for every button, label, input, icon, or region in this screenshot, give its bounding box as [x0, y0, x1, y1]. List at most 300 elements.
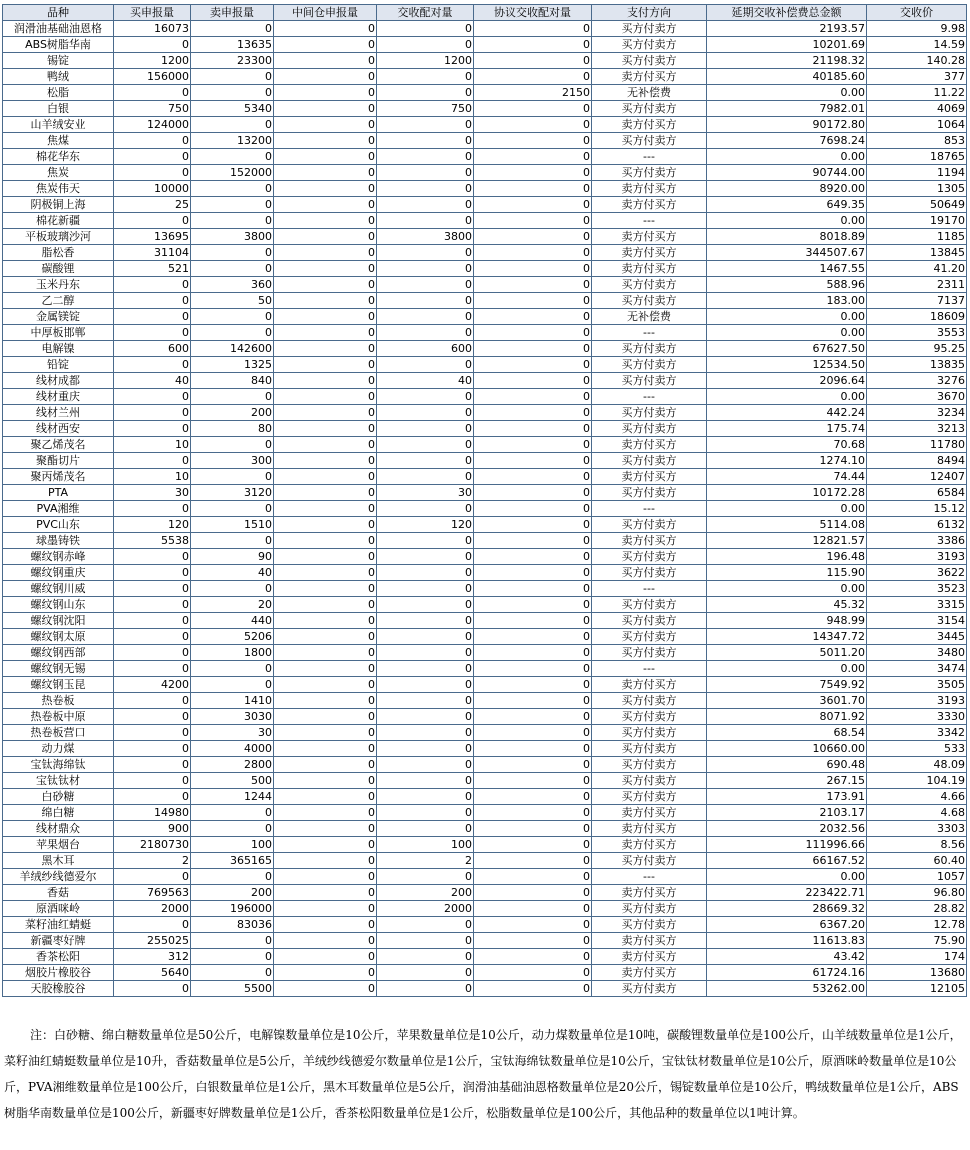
- cell-buy-qty: 900: [114, 821, 191, 837]
- cell-middle-qty: 0: [274, 229, 377, 245]
- cell-delivery-price: 18609: [867, 309, 967, 325]
- cell-product: 菜籽油红蜻蜓: [3, 917, 114, 933]
- cell-product: 香茶松阳: [3, 949, 114, 965]
- cell-matched-qty: 0: [377, 261, 474, 277]
- cell-delivery-price: 140.28: [867, 53, 967, 69]
- cell-buy-qty: 0: [114, 293, 191, 309]
- cell-agreement-qty: 0: [474, 757, 592, 773]
- cell-agreement-qty: 0: [474, 917, 592, 933]
- cell-middle-qty: 0: [274, 53, 377, 69]
- cell-matched-qty: 0: [377, 197, 474, 213]
- cell-compensation-total: 2096.64: [707, 373, 867, 389]
- cell-buy-qty: 4200: [114, 677, 191, 693]
- table-row: [3, 149, 967, 165]
- cell-buy-qty: 31104: [114, 245, 191, 261]
- cell-compensation-total: 14347.72: [707, 629, 867, 645]
- cell-delivery-price: 3474: [867, 661, 967, 677]
- cell-middle-qty: 0: [274, 693, 377, 709]
- cell-compensation-total: 2193.57: [707, 21, 867, 37]
- cell-matched-qty: 0: [377, 245, 474, 261]
- cell-payment-direction: 卖方付买方: [592, 197, 707, 213]
- cell-middle-qty: 0: [274, 581, 377, 597]
- cell-sell-qty: 142600: [191, 341, 274, 357]
- table-row: [3, 805, 967, 821]
- cell-agreement-qty: 0: [474, 933, 592, 949]
- cell-agreement-qty: 0: [474, 357, 592, 373]
- cell-sell-qty: 0: [191, 325, 274, 341]
- cell-compensation-total: 70.68: [707, 437, 867, 453]
- cell-compensation-total: 67627.50: [707, 341, 867, 357]
- cell-buy-qty: 0: [114, 597, 191, 613]
- cell-product: 螺纹钢玉昆: [3, 677, 114, 693]
- table-row: [3, 133, 967, 149]
- cell-middle-qty: 0: [274, 453, 377, 469]
- cell-product: 天胶橡胶谷: [3, 981, 114, 997]
- cell-product: 聚酯切片: [3, 453, 114, 469]
- cell-payment-direction: 买方付卖方: [592, 357, 707, 373]
- cell-product: 阴极铜上海: [3, 197, 114, 213]
- cell-buy-qty: 0: [114, 773, 191, 789]
- cell-matched-qty: 0: [377, 309, 474, 325]
- cell-delivery-price: 1305: [867, 181, 967, 197]
- cell-sell-qty: 90: [191, 549, 274, 565]
- cell-product: 电解镍: [3, 341, 114, 357]
- cell-payment-direction: 无补偿费: [592, 309, 707, 325]
- cell-sell-qty: 100: [191, 837, 274, 853]
- cell-product: 焦炭: [3, 165, 114, 181]
- cell-payment-direction: ---: [592, 661, 707, 677]
- cell-matched-qty: 600: [377, 341, 474, 357]
- cell-matched-qty: 0: [377, 437, 474, 453]
- cell-delivery-price: 3553: [867, 325, 967, 341]
- cell-matched-qty: 0: [377, 453, 474, 469]
- cell-middle-qty: 0: [274, 261, 377, 277]
- cell-sell-qty: 0: [191, 933, 274, 949]
- cell-product: 烟胶片橡胶谷: [3, 965, 114, 981]
- cell-payment-direction: 买方付卖方: [592, 53, 707, 69]
- cell-agreement-qty: 0: [474, 53, 592, 69]
- cell-agreement-qty: 0: [474, 949, 592, 965]
- column-header: 支付方向: [592, 5, 707, 21]
- cell-buy-qty: 312: [114, 949, 191, 965]
- cell-compensation-total: 196.48: [707, 549, 867, 565]
- cell-middle-qty: 0: [274, 293, 377, 309]
- cell-sell-qty: 0: [191, 21, 274, 37]
- cell-payment-direction: 买方付卖方: [592, 853, 707, 869]
- delivery-table: [2, 4, 967, 997]
- cell-matched-qty: 0: [377, 293, 474, 309]
- cell-buy-qty: 0: [114, 213, 191, 229]
- table-row: [3, 725, 967, 741]
- cell-sell-qty: 2800: [191, 757, 274, 773]
- cell-middle-qty: 0: [274, 437, 377, 453]
- cell-delivery-price: 12105: [867, 981, 967, 997]
- column-header: 延期交收补偿费总金额: [707, 5, 867, 21]
- cell-sell-qty: 40: [191, 565, 274, 581]
- table-row: [3, 501, 967, 517]
- column-header: 卖申报量: [191, 5, 274, 21]
- cell-compensation-total: 12534.50: [707, 357, 867, 373]
- cell-delivery-price: 96.80: [867, 885, 967, 901]
- cell-compensation-total: 6367.20: [707, 917, 867, 933]
- cell-delivery-price: 533: [867, 741, 967, 757]
- cell-delivery-price: 60.40: [867, 853, 967, 869]
- cell-product: 焦炭伟天: [3, 181, 114, 197]
- cell-compensation-total: 0.00: [707, 661, 867, 677]
- cell-buy-qty: 0: [114, 421, 191, 437]
- cell-buy-qty: 0: [114, 549, 191, 565]
- cell-matched-qty: 0: [377, 533, 474, 549]
- cell-product: 聚丙烯茂名: [3, 469, 114, 485]
- cell-sell-qty: 4000: [191, 741, 274, 757]
- table-row: [3, 917, 967, 933]
- cell-middle-qty: 0: [274, 917, 377, 933]
- cell-sell-qty: 0: [191, 261, 274, 277]
- cell-product: 聚乙烯茂名: [3, 437, 114, 453]
- cell-payment-direction: 卖方付买方: [592, 837, 707, 853]
- cell-buy-qty: 124000: [114, 117, 191, 133]
- cell-delivery-price: 95.25: [867, 341, 967, 357]
- cell-delivery-price: 3193: [867, 549, 967, 565]
- cell-product: 玉米丹东: [3, 277, 114, 293]
- cell-payment-direction: 卖方付买方: [592, 965, 707, 981]
- cell-agreement-qty: 0: [474, 437, 592, 453]
- cell-buy-qty: 5640: [114, 965, 191, 981]
- cell-middle-qty: 0: [274, 133, 377, 149]
- table-row: [3, 357, 967, 373]
- cell-compensation-total: 0.00: [707, 213, 867, 229]
- cell-middle-qty: 0: [274, 357, 377, 373]
- table-row: [3, 517, 967, 533]
- cell-compensation-total: 2032.56: [707, 821, 867, 837]
- cell-buy-qty: 13695: [114, 229, 191, 245]
- cell-delivery-price: 4069: [867, 101, 967, 117]
- cell-compensation-total: 68.54: [707, 725, 867, 741]
- cell-buy-qty: 120: [114, 517, 191, 533]
- cell-product: 乙二醇: [3, 293, 114, 309]
- cell-product: 脂松香: [3, 245, 114, 261]
- cell-delivery-price: 8.56: [867, 837, 967, 853]
- cell-sell-qty: 365165: [191, 853, 274, 869]
- cell-product: 金属镁锭: [3, 309, 114, 325]
- cell-sell-qty: 0: [191, 117, 274, 133]
- cell-buy-qty: 0: [114, 501, 191, 517]
- cell-delivery-price: 13680: [867, 965, 967, 981]
- cell-buy-qty: 0: [114, 981, 191, 997]
- cell-matched-qty: 0: [377, 805, 474, 821]
- cell-delivery-price: 75.90: [867, 933, 967, 949]
- cell-buy-qty: 0: [114, 645, 191, 661]
- cell-delivery-price: 3670: [867, 389, 967, 405]
- cell-buy-qty: 16073: [114, 21, 191, 37]
- cell-delivery-price: 48.09: [867, 757, 967, 773]
- cell-sell-qty: 200: [191, 885, 274, 901]
- cell-payment-direction: 买方付卖方: [592, 693, 707, 709]
- table-row: [3, 549, 967, 565]
- cell-sell-qty: 1800: [191, 645, 274, 661]
- cell-agreement-qty: 0: [474, 693, 592, 709]
- cell-matched-qty: 0: [377, 405, 474, 421]
- cell-matched-qty: 0: [377, 277, 474, 293]
- cell-sell-qty: 0: [191, 533, 274, 549]
- cell-matched-qty: 0: [377, 661, 474, 677]
- cell-sell-qty: 500: [191, 773, 274, 789]
- cell-sell-qty: 840: [191, 373, 274, 389]
- cell-middle-qty: 0: [274, 949, 377, 965]
- cell-sell-qty: 13200: [191, 133, 274, 149]
- cell-payment-direction: 买方付卖方: [592, 485, 707, 501]
- cell-middle-qty: 0: [274, 805, 377, 821]
- cell-payment-direction: 买方付卖方: [592, 629, 707, 645]
- table-row: [3, 373, 967, 389]
- table-row: [3, 533, 967, 549]
- cell-agreement-qty: 0: [474, 21, 592, 37]
- cell-buy-qty: 0: [114, 661, 191, 677]
- cell-compensation-total: 588.96: [707, 277, 867, 293]
- table-row: [3, 69, 967, 85]
- cell-matched-qty: 0: [377, 213, 474, 229]
- cell-delivery-price: 3386: [867, 533, 967, 549]
- cell-compensation-total: 0.00: [707, 85, 867, 101]
- cell-product: 螺纹钢沈阳: [3, 613, 114, 629]
- cell-sell-qty: 0: [191, 389, 274, 405]
- cell-product: 棉花华东: [3, 149, 114, 165]
- cell-sell-qty: 200: [191, 405, 274, 421]
- cell-product: PVA湘维: [3, 501, 114, 517]
- cell-sell-qty: 30: [191, 725, 274, 741]
- column-header: 中间仓申报量: [274, 5, 377, 21]
- cell-compensation-total: 5114.08: [707, 517, 867, 533]
- cell-agreement-qty: 0: [474, 213, 592, 229]
- table-row: [3, 437, 967, 453]
- cell-delivery-price: 174: [867, 949, 967, 965]
- cell-compensation-total: 45.32: [707, 597, 867, 613]
- table-row: [3, 309, 967, 325]
- cell-payment-direction: 买方付卖方: [592, 293, 707, 309]
- cell-middle-qty: 0: [274, 421, 377, 437]
- cell-compensation-total: 66167.52: [707, 853, 867, 869]
- cell-compensation-total: 11613.83: [707, 933, 867, 949]
- cell-sell-qty: 0: [191, 181, 274, 197]
- cell-middle-qty: 0: [274, 341, 377, 357]
- cell-agreement-qty: 0: [474, 565, 592, 581]
- cell-middle-qty: 0: [274, 629, 377, 645]
- cell-delivery-price: 1185: [867, 229, 967, 245]
- cell-product: 宝钛海绵钛: [3, 757, 114, 773]
- cell-payment-direction: 买方付卖方: [592, 901, 707, 917]
- table-row: [3, 165, 967, 181]
- cell-compensation-total: 5011.20: [707, 645, 867, 661]
- cell-agreement-qty: 0: [474, 69, 592, 85]
- cell-payment-direction: 买方付卖方: [592, 133, 707, 149]
- cell-payment-direction: 卖方付买方: [592, 245, 707, 261]
- cell-payment-direction: 卖方付买方: [592, 181, 707, 197]
- cell-product: 热卷板中原: [3, 709, 114, 725]
- table-row: [3, 613, 967, 629]
- cell-middle-qty: 0: [274, 517, 377, 533]
- cell-middle-qty: 0: [274, 981, 377, 997]
- cell-product: 中厚板邯郸: [3, 325, 114, 341]
- cell-compensation-total: 40185.60: [707, 69, 867, 85]
- cell-middle-qty: 0: [274, 85, 377, 101]
- cell-sell-qty: 0: [191, 581, 274, 597]
- table-row: [3, 389, 967, 405]
- cell-payment-direction: 买方付卖方: [592, 21, 707, 37]
- cell-middle-qty: 0: [274, 501, 377, 517]
- cell-delivery-price: 28.82: [867, 901, 967, 917]
- table-row: [3, 37, 967, 53]
- cell-matched-qty: 0: [377, 85, 474, 101]
- cell-sell-qty: 83036: [191, 917, 274, 933]
- cell-buy-qty: 0: [114, 357, 191, 373]
- cell-sell-qty: 196000: [191, 901, 274, 917]
- cell-buy-qty: 0: [114, 725, 191, 741]
- cell-matched-qty: 0: [377, 581, 474, 597]
- cell-sell-qty: 0: [191, 949, 274, 965]
- cell-delivery-price: 8494: [867, 453, 967, 469]
- cell-payment-direction: 买方付卖方: [592, 405, 707, 421]
- cell-buy-qty: 0: [114, 453, 191, 469]
- cell-agreement-qty: 0: [474, 677, 592, 693]
- cell-delivery-price: 3330: [867, 709, 967, 725]
- cell-matched-qty: 0: [377, 501, 474, 517]
- cell-sell-qty: 3030: [191, 709, 274, 725]
- cell-product: 线材成都: [3, 373, 114, 389]
- cell-compensation-total: 0.00: [707, 309, 867, 325]
- cell-middle-qty: 0: [274, 149, 377, 165]
- cell-product: 白砂糖: [3, 789, 114, 805]
- cell-agreement-qty: 0: [474, 597, 592, 613]
- cell-delivery-price: 3445: [867, 629, 967, 645]
- cell-matched-qty: 0: [377, 549, 474, 565]
- cell-compensation-total: 8920.00: [707, 181, 867, 197]
- cell-delivery-price: 3303: [867, 821, 967, 837]
- cell-matched-qty: 0: [377, 117, 474, 133]
- cell-middle-qty: 0: [274, 549, 377, 565]
- cell-payment-direction: ---: [592, 869, 707, 885]
- cell-product: 螺纹钢无锡: [3, 661, 114, 677]
- cell-matched-qty: 120: [377, 517, 474, 533]
- cell-compensation-total: 74.44: [707, 469, 867, 485]
- cell-compensation-total: 0.00: [707, 149, 867, 165]
- cell-buy-qty: 10: [114, 469, 191, 485]
- cell-sell-qty: 3120: [191, 485, 274, 501]
- cell-compensation-total: 111996.66: [707, 837, 867, 853]
- table-row: [3, 821, 967, 837]
- cell-agreement-qty: 0: [474, 965, 592, 981]
- cell-product: 螺纹钢山东: [3, 597, 114, 613]
- cell-compensation-total: 43.42: [707, 949, 867, 965]
- cell-buy-qty: 600: [114, 341, 191, 357]
- cell-payment-direction: 买方付卖方: [592, 741, 707, 757]
- table-row: [3, 325, 967, 341]
- cell-delivery-price: 3234: [867, 405, 967, 421]
- cell-buy-qty: 40: [114, 373, 191, 389]
- cell-compensation-total: 61724.16: [707, 965, 867, 981]
- cell-agreement-qty: 0: [474, 149, 592, 165]
- cell-middle-qty: 0: [274, 965, 377, 981]
- table-row: [3, 341, 967, 357]
- cell-middle-qty: 0: [274, 181, 377, 197]
- cell-delivery-price: 1064: [867, 117, 967, 133]
- cell-agreement-qty: 0: [474, 709, 592, 725]
- cell-middle-qty: 0: [274, 837, 377, 853]
- cell-agreement-qty: 0: [474, 101, 592, 117]
- cell-agreement-qty: 0: [474, 661, 592, 677]
- cell-sell-qty: 80: [191, 421, 274, 437]
- cell-buy-qty: 0: [114, 165, 191, 181]
- cell-buy-qty: 0: [114, 741, 191, 757]
- cell-product: 新疆枣好牌: [3, 933, 114, 949]
- cell-delivery-price: 3480: [867, 645, 967, 661]
- cell-matched-qty: 0: [377, 757, 474, 773]
- cell-sell-qty: 5340: [191, 101, 274, 117]
- cell-delivery-price: 3505: [867, 677, 967, 693]
- cell-middle-qty: 0: [274, 757, 377, 773]
- cell-compensation-total: 8018.89: [707, 229, 867, 245]
- cell-matched-qty: 0: [377, 325, 474, 341]
- table-row: [3, 757, 967, 773]
- cell-buy-qty: 0: [114, 37, 191, 53]
- table-row: [3, 661, 967, 677]
- cell-payment-direction: 买方付卖方: [592, 101, 707, 117]
- cell-buy-qty: 0: [114, 565, 191, 581]
- cell-matched-qty: 40: [377, 373, 474, 389]
- cell-middle-qty: 0: [274, 21, 377, 37]
- cell-agreement-qty: 0: [474, 533, 592, 549]
- table-row: [3, 933, 967, 949]
- cell-buy-qty: 0: [114, 277, 191, 293]
- cell-delivery-price: 15.12: [867, 501, 967, 517]
- cell-agreement-qty: 0: [474, 485, 592, 501]
- cell-compensation-total: 90172.80: [707, 117, 867, 133]
- cell-buy-qty: 0: [114, 869, 191, 885]
- cell-buy-qty: 0: [114, 789, 191, 805]
- cell-sell-qty: 0: [191, 469, 274, 485]
- cell-buy-qty: 0: [114, 917, 191, 933]
- cell-product: 螺纹钢川威: [3, 581, 114, 597]
- cell-delivery-price: 3193: [867, 693, 967, 709]
- cell-product: 铅锭: [3, 357, 114, 373]
- cell-middle-qty: 0: [274, 309, 377, 325]
- cell-buy-qty: 0: [114, 757, 191, 773]
- cell-product: 动力煤: [3, 741, 114, 757]
- cell-matched-qty: 0: [377, 389, 474, 405]
- cell-agreement-qty: 0: [474, 117, 592, 133]
- cell-middle-qty: 0: [274, 565, 377, 581]
- cell-matched-qty: 0: [377, 597, 474, 613]
- column-header: 协议交收配对量: [474, 5, 592, 21]
- cell-payment-direction: 买方付卖方: [592, 613, 707, 629]
- cell-product: 原酒咪岭: [3, 901, 114, 917]
- cell-agreement-qty: 0: [474, 821, 592, 837]
- cell-matched-qty: 2: [377, 853, 474, 869]
- cell-sell-qty: 0: [191, 213, 274, 229]
- table-row: [3, 597, 967, 613]
- table-row: [3, 85, 967, 101]
- cell-sell-qty: 440: [191, 613, 274, 629]
- cell-product: 棉花新疆: [3, 213, 114, 229]
- cell-delivery-price: 2311: [867, 277, 967, 293]
- cell-middle-qty: 0: [274, 645, 377, 661]
- cell-sell-qty: 0: [191, 821, 274, 837]
- cell-product: 宝钛钛材: [3, 773, 114, 789]
- cell-agreement-qty: 2150: [474, 85, 592, 101]
- cell-matched-qty: 0: [377, 37, 474, 53]
- cell-matched-qty: 0: [377, 725, 474, 741]
- cell-middle-qty: 0: [274, 869, 377, 885]
- cell-middle-qty: 0: [274, 37, 377, 53]
